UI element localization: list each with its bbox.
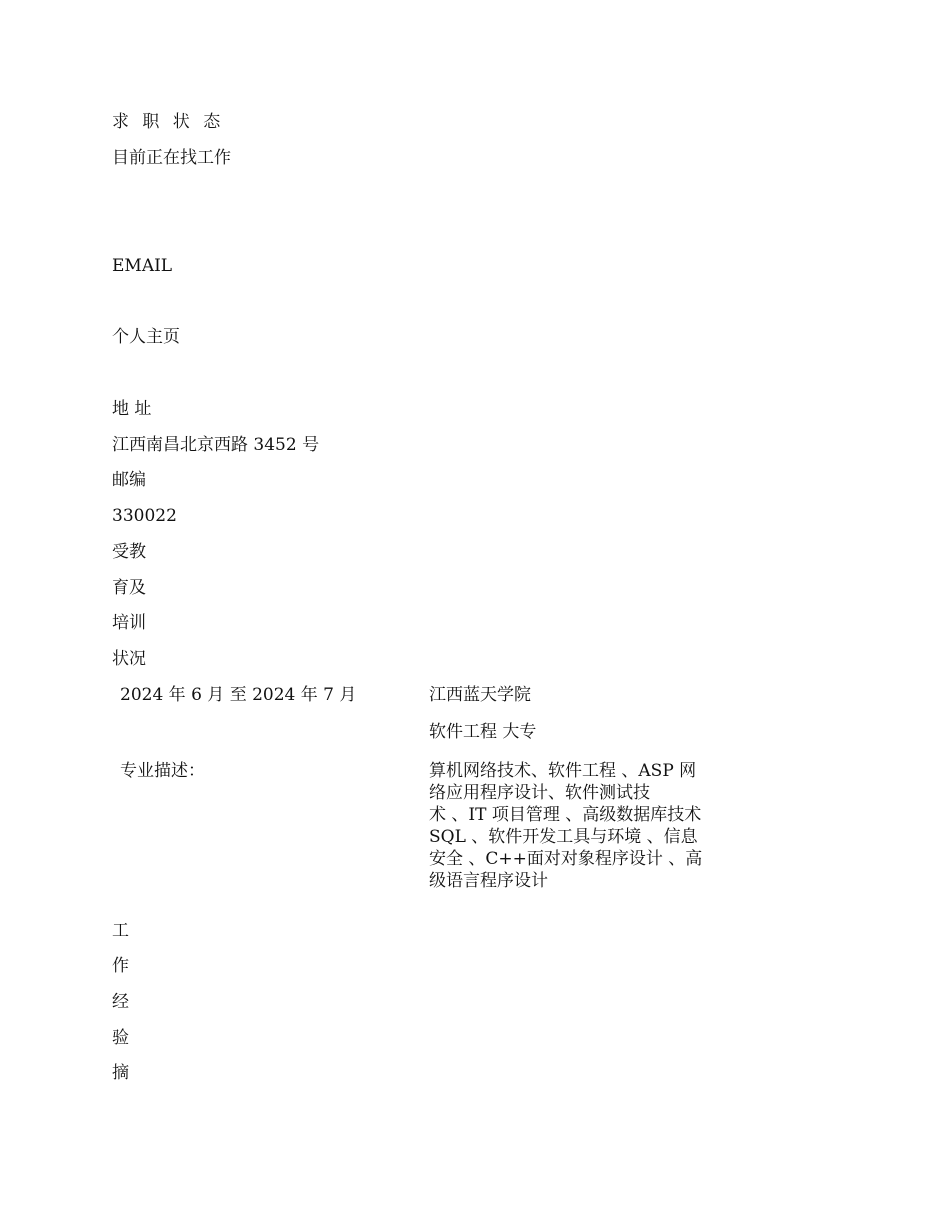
email-label: EMAIL bbox=[112, 256, 173, 276]
education-heading-line-2: 育及 bbox=[112, 578, 146, 598]
work-heading-char-1: 工 bbox=[112, 921, 129, 941]
job-status-label: 求 职 状 态 bbox=[112, 112, 225, 132]
major-description-line: 级语言程序设计 bbox=[429, 871, 548, 891]
education-period: 2024 年 6 月 至 2024 年 7 月 bbox=[120, 685, 357, 705]
major-description-line: 安全 、C++面对对象程序设计 、高 bbox=[429, 849, 703, 869]
education-heading-line-1: 受教 bbox=[112, 542, 146, 562]
major-description-line: 算机网络技术、软件工程 、ASP 网 bbox=[429, 761, 697, 781]
education-school: 江西蓝天学院 bbox=[429, 685, 531, 705]
major-description-line: SQL 、软件开发工具与环境 、信息 bbox=[429, 827, 698, 847]
major-description-text bbox=[429, 760, 729, 892]
postcode-value: 330022 bbox=[112, 506, 177, 526]
work-heading-char-4: 验 bbox=[112, 1028, 129, 1048]
education-major-degree: 软件工程 大专 bbox=[429, 722, 537, 742]
major-description-line: 术 、IT 项目管理 、高级数据库技术 bbox=[429, 805, 702, 825]
job-status-value: 目前正在找工作 bbox=[112, 148, 231, 168]
education-heading-line-4: 状况 bbox=[112, 649, 146, 669]
address-label: 地 址 bbox=[112, 399, 152, 419]
major-description-line: 络应用程序设计、软件测试技 bbox=[429, 783, 650, 803]
major-description-label: 专业描述： bbox=[120, 761, 205, 781]
homepage-label: 个人主页 bbox=[112, 327, 180, 347]
education-heading-line-3: 培训 bbox=[112, 613, 146, 633]
address-value: 江西南昌北京西路 3452 号 bbox=[112, 435, 320, 455]
work-heading-char-5: 摘 bbox=[112, 1063, 129, 1083]
work-heading-char-3: 经 bbox=[112, 992, 129, 1012]
work-heading-char-2: 作 bbox=[112, 956, 129, 976]
postcode-label: 邮编 bbox=[112, 470, 146, 490]
